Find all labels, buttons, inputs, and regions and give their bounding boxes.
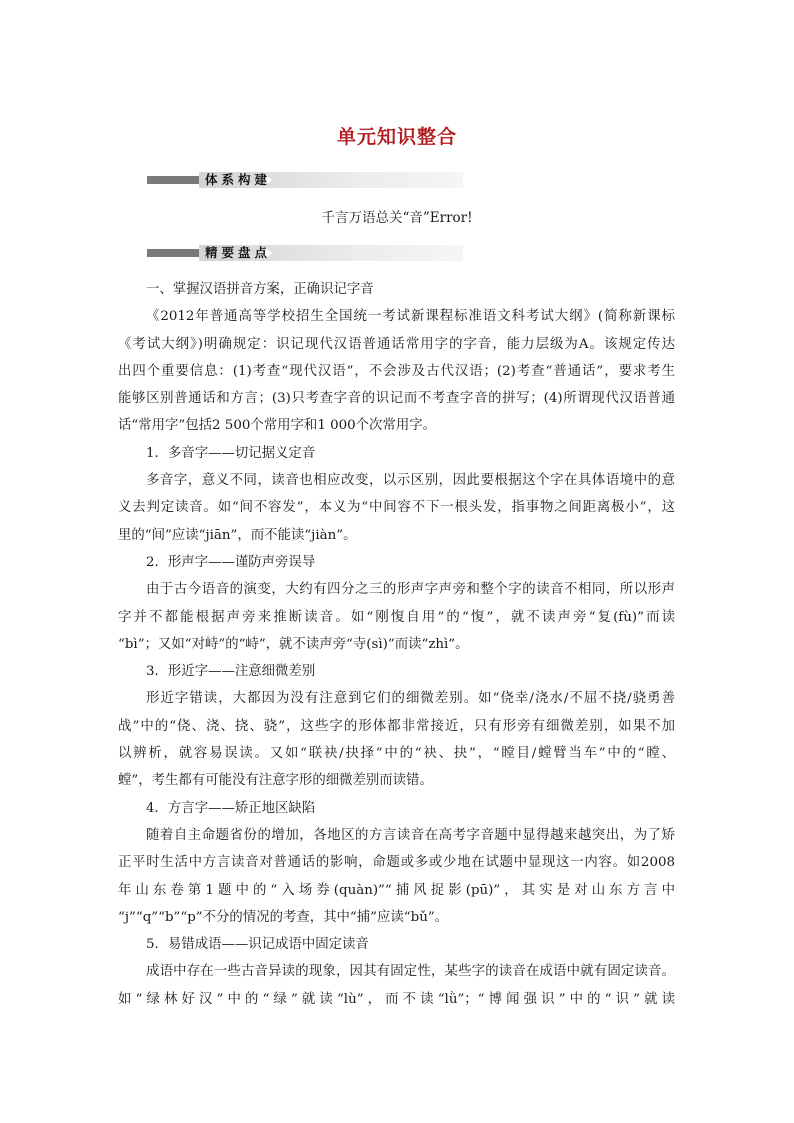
text-line: 以辨析，就容易误读。又如“联袂/抉择”中的“袂、抉”，“瞠目/螳臂当车”中的“瞠、: [118, 746, 675, 762]
text-line: 螳”，考生都有可能没有注意字形的细微差别而读错。: [118, 773, 433, 789]
text-line: 能够区别普通话和方言；(3)只考查字音的识记而不考查字音的拼写；(4)所谓现代汉语普通: [118, 391, 675, 407]
heading-line: 一、掌握汉语拼音方案，正确识记字音: [146, 282, 374, 297]
body-text: [118, 276, 675, 1013]
page-title: 单元知识整合: [336, 126, 457, 148]
section-header-system: [147, 172, 463, 188]
text-line: 多音字，意义不同，读音也相应改变，以示区别，因此要根据这个字在具体语境中的意: [146, 473, 675, 489]
subheading-line: 5．易错成语——识记成语中固定读音: [146, 937, 369, 953]
text-line: 战”中的“侥、浇、挠、骁”，这些字的形体都非常接近，只有形旁有细微差别，如果不加: [118, 718, 675, 734]
text-line: 《考试大纲》)明确规定：识记现代汉语普通话常用字的字音，能力层级为A。该规定传达: [118, 336, 675, 352]
section-bar-dark: [147, 249, 199, 257]
subheading-line: 2．形声字——谨防声旁误导: [146, 554, 316, 570]
text-line: 成语中存在一些古音异读的现象，因其有固定性，某些字的读音在成语中就有固定读音。: [146, 964, 675, 980]
text-line: 话“常用字”包括2 500个常用字和1 000个次常用字。: [118, 418, 436, 434]
subheading-line: 4．方言字——矫正地区缺陷: [146, 800, 316, 816]
text-line: 里的“间”应读“jiān”，而不能读“jiàn”。: [118, 527, 357, 543]
section-label-key-points: 精要盘点: [205, 245, 272, 260]
text-line: 正平时生活中方言读音对普通话的影响，命题或多或少地在试题中显现这一内容。如2008: [118, 855, 675, 871]
text-line: 出四个重要信息：(1)考查“现代汉语”，不会涉及古代汉语；(2)考查“普通话”，要求考生: [118, 363, 675, 379]
subheading-line: 3．形近字——注意细微差别: [146, 664, 316, 680]
text-line: 《2012年普通高等学校招生全国统一考试新课程标准语文科考试大纲》(简称新课标: [146, 309, 675, 325]
text-line: 形近字错读，大都因为没有注意到它们的细微差别。如“侥幸/浇水/不屈不挠/骁勇善: [146, 691, 675, 707]
section-label-system: 体系构建: [205, 172, 272, 187]
subheading-line: 1．多音字——切记据义定音: [146, 445, 316, 461]
text-line: “bì”；又如“对峙”的“峙”，就不读声旁“寺(sì)”而读“zhì”。: [118, 636, 469, 652]
text-line: 义去判定读音。如“间不容发”，本义为“中间容不下一根头发，指事物之间距离极小”，这: [118, 500, 675, 516]
text-line: 字并不都能根据声旁来推断读音。如“刚愎自用”的“愎”，就不读声旁“复(fù)”而读: [118, 609, 675, 625]
section-bar-dark: [147, 176, 199, 184]
text-line: 由于古今语音的演变，大约有四分之三的形声字声旁和整个字的读音不相同，所以形声: [146, 582, 675, 598]
text-line: 年山东卷第1题中的“入场券(quàn)”“捕风捉影(pū)”，其实是对山东方言中: [118, 882, 675, 898]
subtitle: 千言万语总关“音”Error!: [321, 210, 473, 226]
section-header-key-points: [147, 245, 463, 261]
text-line: 随着自主命题省份的增加，各地区的方言读音在高考字音题中显得越来越突出，为了矫: [146, 827, 675, 843]
text-line: “j”“q”“b”“p”不分的情况的考查，其中“捕”应读“bǔ”。: [118, 909, 449, 925]
text-line: 如“绿林好汉”中的“绿”就读“lù”，而不读“lǜ”；“博闻强识”中的“识”就读: [118, 991, 675, 1007]
